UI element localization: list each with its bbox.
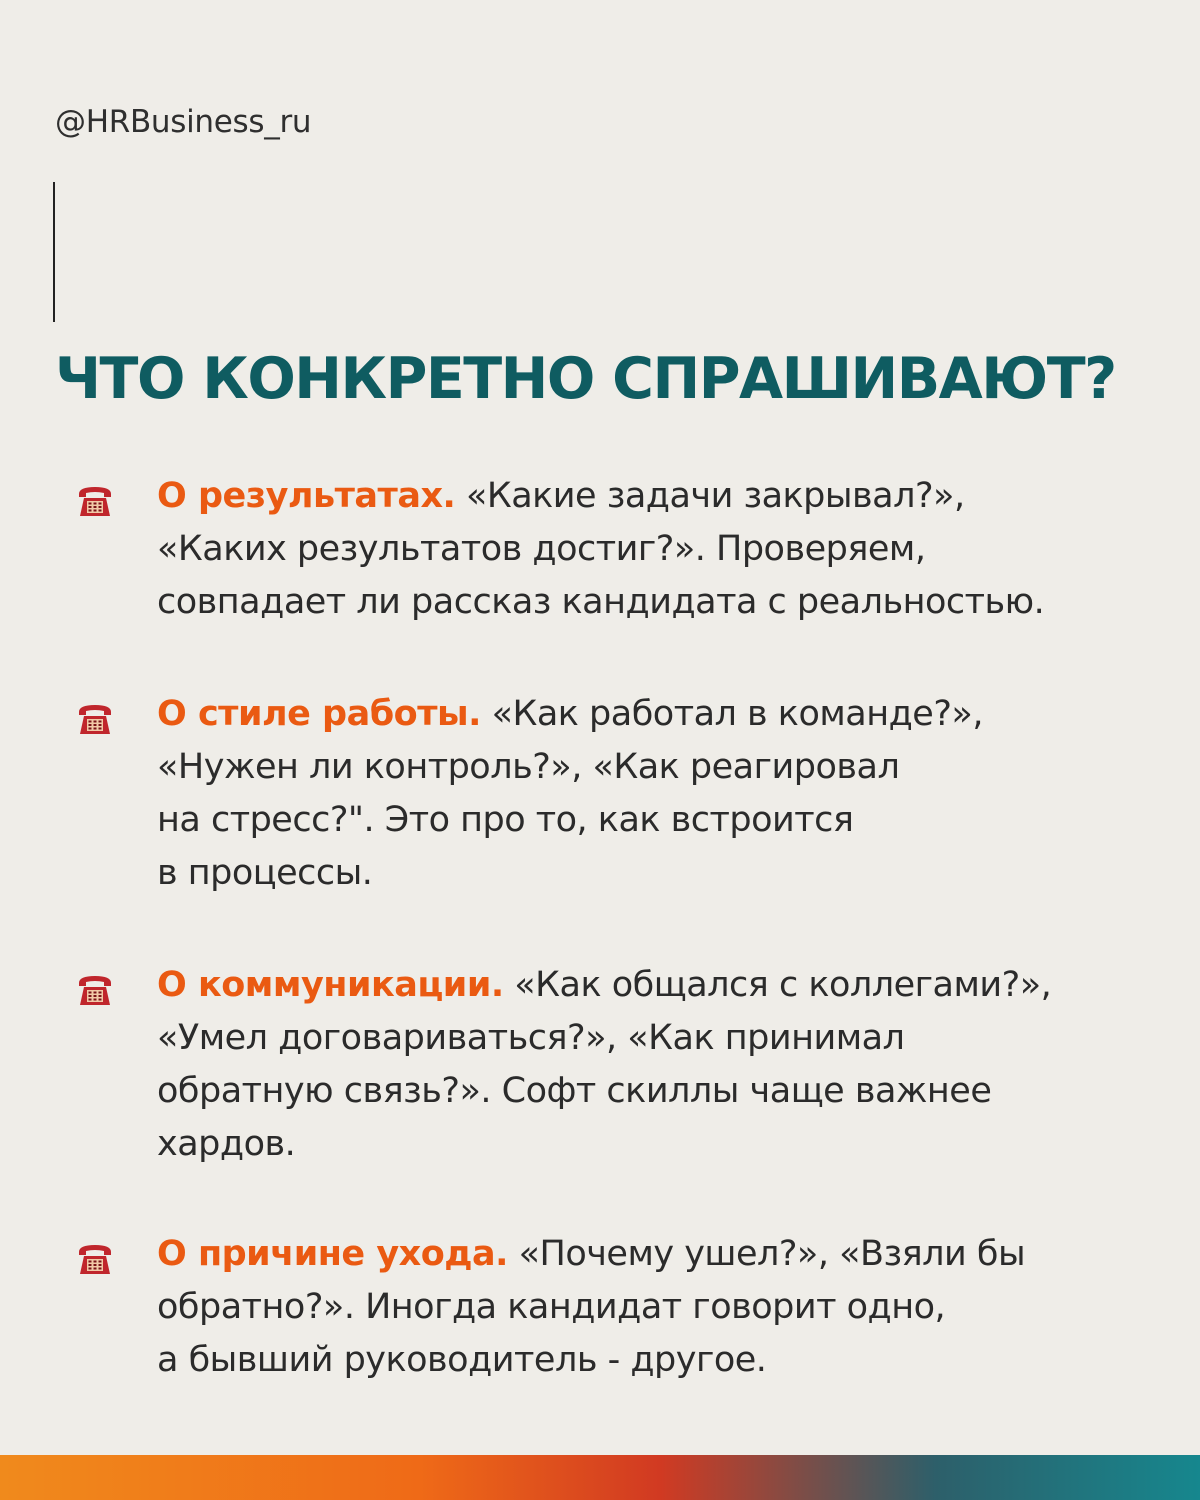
item-line: О коммуникации. «Как общался с коллегами?», <box>157 965 1052 1005</box>
item-heading: О причине ухода. <box>157 1234 508 1274</box>
telephone-icon <box>75 480 115 520</box>
item-line: в процессы. <box>157 853 373 893</box>
item-line: обратно?». Иногда кандидат говорит одно, <box>157 1287 946 1327</box>
item-heading: О стиле работы. <box>157 694 481 734</box>
item-line: хардов. <box>157 1124 296 1164</box>
item-line: на стресс?". Это про то, как встроится <box>157 800 854 840</box>
list-item <box>75 959 1175 1171</box>
account-handle: @HRBusiness_ru <box>55 104 312 140</box>
item-line: совпадает ли рассказ кандидата с реальностью. <box>157 582 1045 622</box>
telephone-icon <box>75 969 115 1009</box>
page-title: ЧТО КОНКРЕТНО СПРАШИВАЮТ? <box>55 346 1116 412</box>
telephone-icon <box>75 698 115 738</box>
list-item <box>75 470 1175 629</box>
item-line: О стиле работы. «Как работал в команде?», <box>157 694 983 734</box>
item-line: а бывший руководитель - другое. <box>157 1340 767 1380</box>
item-heading: О результатах. <box>157 476 456 516</box>
item-line: О причине ухода. «Почему ушел?», «Взяли бы <box>157 1234 1026 1274</box>
list-item <box>75 688 1175 900</box>
list-item <box>75 1228 1175 1387</box>
item-line: обратную связь?». Софт скиллы чаще важнее <box>157 1071 992 1111</box>
bottom-gradient-bar <box>0 1455 1200 1500</box>
telephone-icon <box>75 1238 115 1278</box>
item-line: «Каких результатов достиг?». Проверяем, <box>157 529 926 569</box>
item-line: «Нужен ли контроль?», «Как реагировал <box>157 747 900 787</box>
item-line: О результатах. «Какие задачи закрывал?», <box>157 476 965 516</box>
item-line: «Умел договариваться?», «Как принимал <box>157 1018 905 1058</box>
item-heading: О коммуникации. <box>157 965 504 1005</box>
vertical-divider <box>53 182 55 322</box>
